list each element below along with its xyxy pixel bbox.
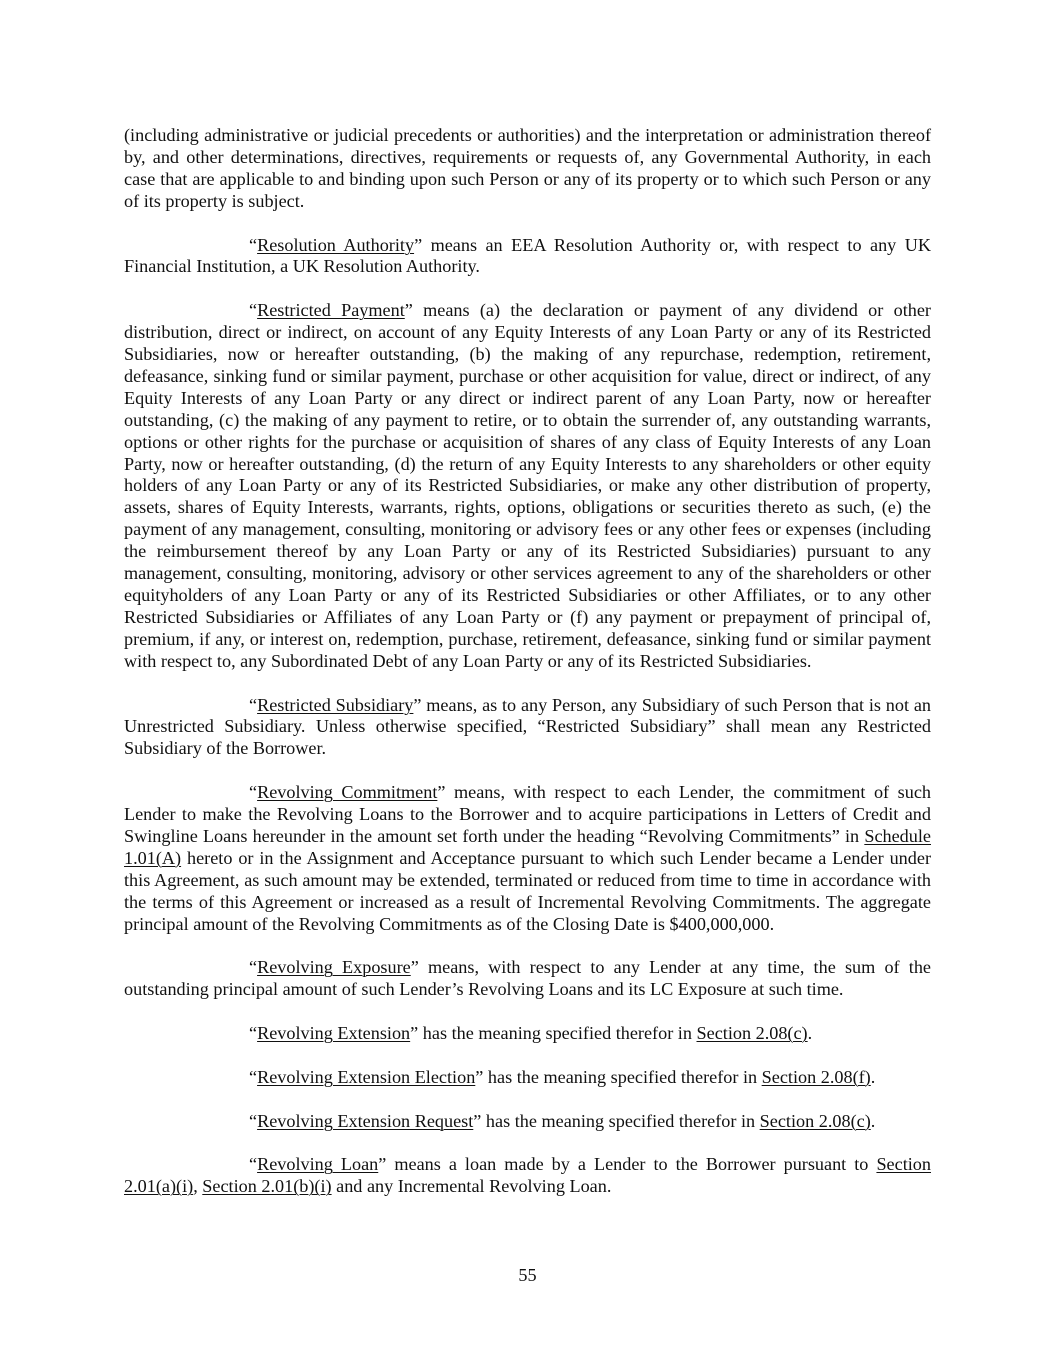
defined-term: Revolving Exposure: [257, 957, 411, 978]
definition-text: means a loan made by a Lender to the Borrower pursuant to: [386, 1154, 877, 1175]
definition-restricted-payment: “Restricted Payment” means (a) the declaration or payment of any dividend or other distribution, direct or indirect, on account of any Equity Interests of any Loan Party or any of its Restricted Subsidiaries, now or hereafter outstanding, (b) the making of any repurchase, redemption, retirement, defeasance, sinking fund or similar payment, purchase or other acquisition for value, direct or indirect, of any Equity Interests of any Loan Party or any direct or indirect parent of any Loan Party, now or hereafter outstanding, (c) the making of any payment to retire, or to obtain the surrender of, any outstanding warrants, options or other rights for the purchase or acquisition of shares of any class of Equity Interests of any Loan Party, now or hereafter outstanding, (d) the return of any Equity Interests to any shareholders or other equity holders of any Loan Party or any of its Restricted Subsidiaries, or make any other distribution of property, assets, shares of Equity Interests, warrants, rights, options, obligations or securities thereto as such, (e) the payment of any management, consulting, monitoring or advisory fees or any other fees or expenses (including the reimbursement thereof by any Loan Party or any of its Restricted Subsidiaries) pursuant to any management, consulting, monitoring, advisory or other services agreement to any of the shareholders or other equityholders of any Loan Party or any of its Restricted Subsidiaries or other Affiliates, or to any other Restricted Subsidiaries or Affiliates of any Loan Party or (f) any payment or prepayment of principal of, premium, if any, or interest on, redemption, purchase, retirement, defeasance, sinking fund or similar payment with respect to, any Subordinated Debt of any Loan Party or any of its Restricted Subsidiaries.: [124, 300, 931, 671]
defined-term: Resolution Authority: [257, 234, 415, 255]
definition-restricted-subsidiary: “Restricted Subsidiary” means, as to any Person, any Subsidiary of such Person that is not an Unrestricted Subsidiary. Unless otherwise specified, “Restricted Subsidiary” shall mean any Restricted Subsidiary of the Borrower.: [124, 694, 931, 759]
separator: ,: [193, 1176, 203, 1197]
defined-term: Revolving Extension Request: [257, 1110, 474, 1131]
cross-reference: Section 2.08(c): [759, 1110, 871, 1131]
definition-revolving-extension-request: “Revolving Extension Request” has the meaning specified therefor in Section 2.08(c).: [249, 1110, 876, 1131]
punctuation: .: [870, 1110, 876, 1131]
cross-reference: Section 2.01(a)(i): [124, 1154, 931, 1197]
definition-text: has the meaning specified therefor in: [483, 1066, 762, 1087]
defined-term: Revolving Extension: [257, 1023, 411, 1044]
definition-resolution-authority: “Resolution Authority” means an EEA Resolution Authority or, with respect to any UK Financial Institution, a UK Resolution Authority.: [124, 234, 931, 277]
definition-revolving-commitment: “Revolving Commitment” means, with respect to each Lender, the commitment of such Lender to make the Revolving Loans to the Borrower and to acquire participations in Letters of Credit and Swingline Loans hereunder in the amount set forth under the heading “Revolving Commitments” in Schedule 1.01(A) hereto or in the Assignment and Acceptance pursuant to which such Lender became a Lender under this Agreement, as such amount may be extended, terminated or reduced from time to time in accordance with the terms of this Agreement or increased as a result of Incremental Revolving Commitments. The aggregate principal amount of the Revolving Commitments as of the Closing Date is $400,000,000.: [124, 782, 931, 934]
defined-term: Revolving Commitment: [257, 782, 438, 803]
cross-reference: Section 2.08(f): [761, 1066, 871, 1087]
definition-text: means, with respect to each Lender, the commitment of such Lender to make the Revolving Loans to the Borrower and to acquire participations in Letters of Credit and Swingline Loans hereunder in the amount set forth under the heading “Revolving Commitments” in: [124, 782, 931, 846]
defined-term: Restricted Subsidiary: [257, 694, 414, 715]
definition-text: has the meaning specified therefor in: [418, 1023, 697, 1044]
definition-revolving-extension: “Revolving Extension” has the meaning specified therefor in Section 2.08(c).: [249, 1023, 813, 1044]
definition-text: means, as to any Person, any Subsidiary of such Person that is not an Unrestricted Subsidiary. Unless otherwise specified, “Restricted Subsidiary” shall mean any Restricted Subsidiary of the Borrower.: [124, 694, 931, 759]
definition-revolving-exposure: “Revolving Exposure” means, with respect to any Lender at any time, the sum of the outstanding principal amount of such Lender’s Revolving Loans and its LC Exposure at such time.: [124, 957, 931, 1000]
punctuation: .: [807, 1023, 813, 1044]
document-body: [124, 125, 931, 1220]
punctuation: .: [870, 1066, 876, 1087]
definition-text: means an EEA Resolution Authority or, with respect to any UK Financial Institution, a UK Resolution Authority.: [124, 234, 931, 277]
defined-term: Revolving Extension Election: [257, 1066, 476, 1087]
page-number: 55: [518, 1265, 537, 1285]
cross-reference: Section 2.01(b)(i): [202, 1176, 332, 1197]
cross-reference: Section 2.08(c): [696, 1023, 808, 1044]
definition-text: and any Incremental Revolving Loan.: [331, 1176, 612, 1197]
definition-text: has the meaning specified therefor in: [481, 1110, 760, 1131]
paragraph-text: (including administrative or judicial precedents or authorities) and the interpretation or administration thereof by, and other determinations, directives, requirements or requests of, any Governmental Authority, in each case that are applicable to and binding upon such Person or any of its property or to which such Person or any of its property is subject.: [124, 125, 931, 211]
definition-text: hereto or in the Assignment and Acceptance pursuant to which such Lender became a Lender under this Agreement, as such amount may be extended, terminated or reduced from time to time in accordance with the terms of this Agreement or increased as a result of Incremental Revolving Commitments. The aggregate principal amount of the Revolving Commitments as of the Closing Date is $400,000,000.: [124, 847, 931, 934]
definition-revolving-loan: “Revolving Loan” means a loan made by a Lender to the Borrower pursuant to Section 2.01(a)(i), Section 2.01(b)(i) and any Incremental Revolving Loan.: [124, 1154, 931, 1197]
cross-reference: Schedule 1.01(A): [124, 825, 931, 868]
defined-term: Restricted Payment: [257, 300, 405, 321]
definition-text: means, with respect to any Lender at any time, the sum of the outstanding principal amount of such Lender’s Revolving Loans and its LC Exposure at such time.: [124, 957, 931, 1000]
paragraph-continuation: [124, 125, 931, 213]
definition-revolving-extension-election: “Revolving Extension Election” has the meaning specified therefor in Section 2.08(f).: [249, 1066, 876, 1087]
defined-term: Revolving Loan: [257, 1154, 379, 1175]
definition-text: means (a) the declaration or payment of any dividend or other distribution, direct or indirect, on account of any Equity Interests of any Loan Party or any of its Restricted Subsidiaries, now or hereafter outstanding, (b) the making of any repurchase, redemption, retirement, defeasance, sinking fund or similar payment, purchase or other acquisition for value, direct or indirect, of any Equity Interests of any Loan Party or any direct or indirect parent of any Loan Party, now or hereafter outstanding, (c) the making of any payment to retire, or to obtain the surrender of, any outstanding warrants, options or other rights for the purchase or acquisition of shares of any class of Equity Interests of any Loan Party, now or hereafter outstanding, (d) the return of any Equity Interests to any shareholders or other equity holders of any Loan Party or any of its Restricted Subsidiaries, or make any other distribution of property, assets, shares of Equity Interests, warrants, rights, options, obligations or securities thereto as such, (e) the payment of any management, consulting, monitoring or advisory fees or any other fees or expenses (including the reimbursement thereof by any Loan Party or any of its Restricted Subsidiaries) pursuant to any management, consulting, monitoring, advisory or other services agreement to any of the shareholders or other equityholders of any Loan Party or any of its Restricted Subsidiaries or other Affiliates, or to any other Restricted Subsidiaries or Affiliates of any Loan Party or (f) any payment or prepayment of principal of, premium, if any, or interest on, redemption, purchase, retirement, defeasance, sinking fund or similar payment with respect to, any Subordinated Debt of any Loan Party or any of its Restricted Subsidiaries.: [124, 300, 931, 671]
